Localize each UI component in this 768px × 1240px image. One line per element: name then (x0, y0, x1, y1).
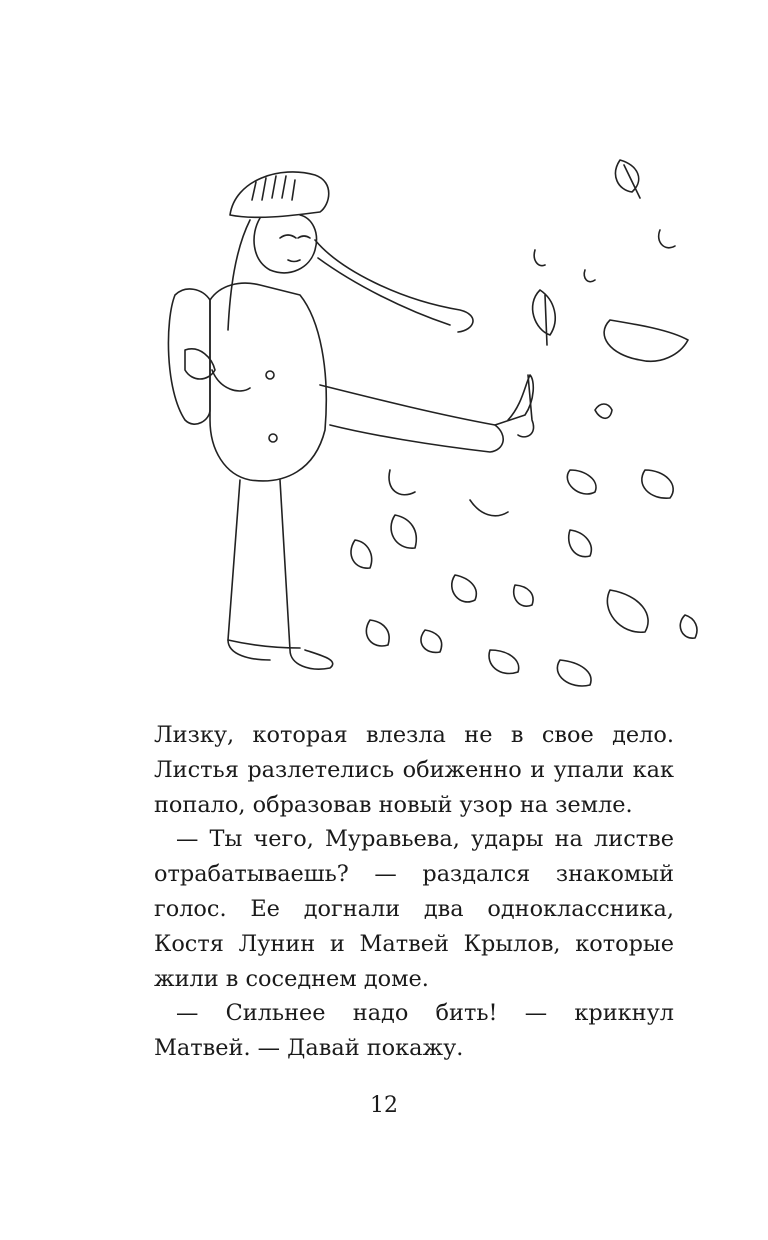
paragraph-2: — Ты чего, Муравьева, удары на листве отрабатываешь? — раздался знакомый голос. Ее догнали два одноклассника, Костя Лунин и Матвей Крылов, которые жили в соседнем доме. (154, 826, 674, 992)
paragraph-3: — Сильнее надо бить! — крикнул Матвей. — Давай покажу. (154, 1000, 674, 1062)
hat-shape (230, 172, 329, 217)
paragraph-1: Лизку, которая влезла не в свое дело. Листья разлетелись обиженно и упали как попало, образовав новый узор на земле. (154, 722, 674, 818)
backpack-shape (168, 289, 210, 424)
coat-shape (210, 283, 326, 481)
body-text (154, 718, 674, 1066)
page-number: 12 (370, 1093, 398, 1118)
girl-kicking-leaves-illustration (140, 120, 700, 705)
